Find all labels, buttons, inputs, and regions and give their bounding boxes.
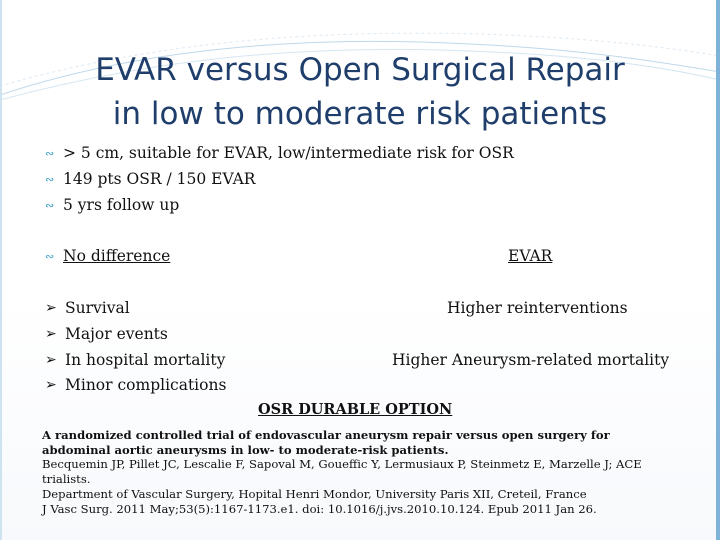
wave-bullet-icon: ∾ [45, 249, 55, 263]
left-border [0, 0, 2, 540]
title-line-2: in low to moderate risk patients [112, 96, 608, 132]
slide-title [40, 48, 680, 136]
bullet-text: 5 yrs follow up [63, 196, 180, 214]
conclusion-label: OSR DURABLE OPTION [258, 401, 453, 418]
list-item-text: In hospital mortality [65, 351, 226, 369]
list-item-text: Survival [65, 299, 130, 317]
reference-title-line-1: A randomized controlled trial of endovascular aneurysm repair versus open surgery for [42, 428, 610, 442]
evar-higher-reinterventions: Higher reinterventions [447, 299, 628, 317]
reference-affiliation: Department of Vascular Surgery, Hopital Henri Mondor, University Paris XII, Creteil, France [42, 486, 587, 501]
evar-higher-aneurysm-mortality: Higher Aneurysm-related mortality [392, 351, 670, 369]
evar-header: EVAR [508, 247, 553, 265]
list-item-minor-complications [45, 376, 226, 394]
list-item-survival [45, 299, 130, 317]
reference-block [42, 428, 692, 516]
right-border [716, 0, 720, 540]
list-item-major-events [45, 325, 168, 343]
bullet-item-patients [45, 170, 255, 188]
arrowhead-bullet-icon: ➢ [45, 352, 57, 368]
list-item-text: Major events [65, 325, 168, 343]
bullet-item-follow-up [45, 196, 179, 214]
wave-bullet-icon: ∾ [45, 172, 55, 186]
list-item-hospital-mortality [45, 351, 225, 369]
bullet-text: 149 pts OSR / 150 EVAR [63, 170, 256, 188]
list-item-text: Minor complications [65, 376, 227, 394]
no-difference-header [45, 247, 170, 265]
reference-title-line-2: abdominal aortic aneurysms in low- to moderate-risk patients. [42, 442, 449, 457]
bullet-text: > 5 cm, suitable for EVAR, low/intermediate risk for OSR [63, 144, 514, 162]
reference-authors-line-1: Becquemin JP, Pillet JC, Lescalie F, Sapoval M, Goueffic Y, Lermusiaux P, Steinmetz E, Marzelle J; ACE [42, 457, 642, 472]
wave-bullet-icon: ∾ [45, 198, 55, 212]
arrowhead-bullet-icon: ➢ [45, 326, 57, 342]
arrowhead-bullet-icon: ➢ [45, 300, 57, 316]
title-line-1: EVAR versus Open Surgical Repair [95, 52, 625, 88]
reference-authors-line-2: trialists. [42, 472, 91, 487]
arrowhead-bullet-icon: ➢ [45, 377, 57, 393]
no-difference-label: No difference [63, 247, 171, 265]
reference-citation: J Vasc Surg. 2011 May;53(5):1167-1173.e1. doi: 10.1016/j.jvs.2010.10.124. Epub 2011 Jan 26. [42, 501, 597, 516]
wave-bullet-icon: ∾ [45, 146, 55, 160]
bullet-item-size [45, 144, 514, 162]
